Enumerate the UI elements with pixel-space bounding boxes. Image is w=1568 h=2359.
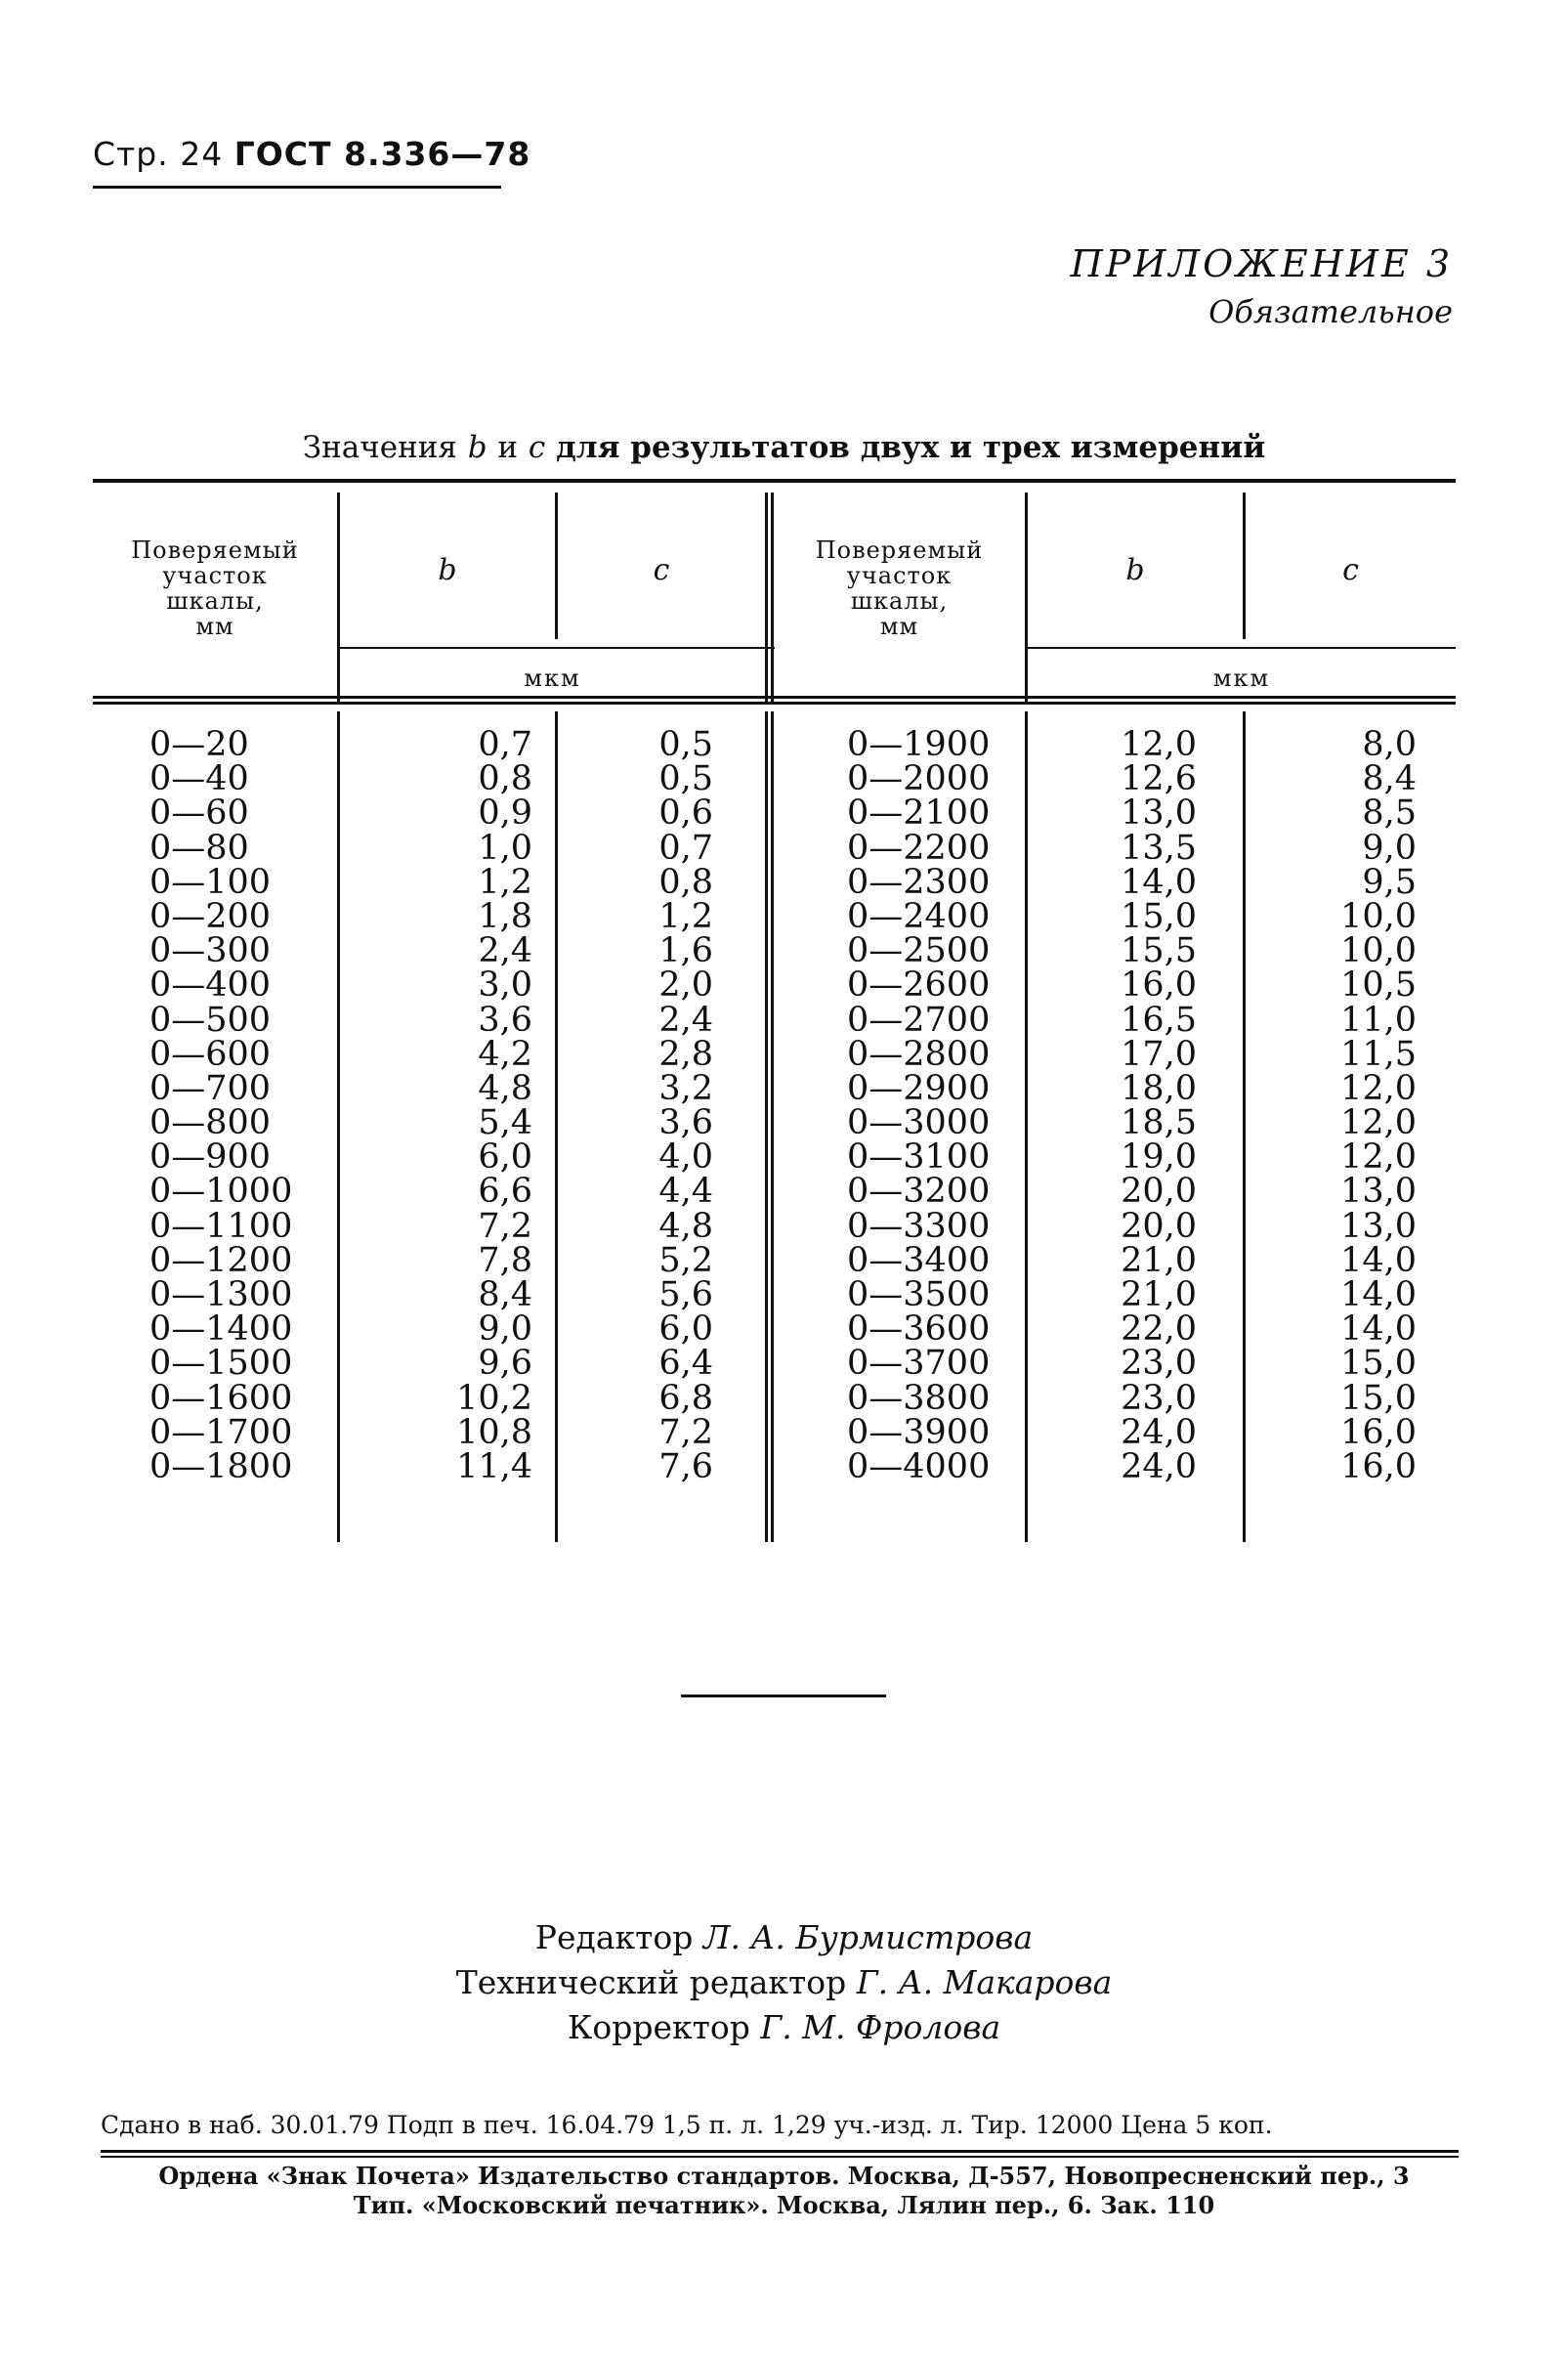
corrector-label: Корректор: [567, 2008, 750, 2046]
col-header-section-right: [774, 537, 1025, 639]
table-cell: 0—2700: [847, 1000, 991, 1040]
table-cell: 0—4000: [847, 1446, 991, 1486]
table-cell: 6,8: [658, 1378, 713, 1418]
table-cell: 0—3100: [847, 1137, 991, 1178]
table-cell: 0—1500: [149, 1344, 293, 1384]
table-cell: 24,0: [1121, 1412, 1197, 1452]
table-cell: 11,4: [456, 1446, 532, 1486]
table-cell: 0—700: [149, 1068, 272, 1108]
publisher-line1: Ордена «Знак Почета» Издательство стандартов. Москва, Д-557, Новопресненский пер., 3: [158, 2162, 1410, 2190]
table-cell: 0—60: [149, 793, 249, 834]
section-header-line3: шкалы,: [850, 587, 949, 615]
table-cell: 0—3000: [847, 1103, 991, 1143]
vline-1: [337, 711, 340, 1542]
editor-label: Редактор: [534, 1918, 694, 1956]
credit-editor: [0, 1915, 1568, 1960]
table-cell: 21,0: [1121, 1240, 1197, 1280]
table-cell: 5,6: [658, 1275, 713, 1314]
vline-3b: [771, 711, 774, 1542]
table-cell: 0,5: [658, 725, 713, 764]
table-cell: 9,6: [478, 1344, 532, 1384]
table-cell: 22,0: [1121, 1309, 1197, 1350]
header-rule-1: [93, 696, 1456, 699]
publisher-info: [0, 2162, 1568, 2220]
table-cell: 0—2300: [847, 862, 991, 902]
table-cell: 7,2: [478, 1206, 532, 1246]
column-right-c: [1294, 725, 1417, 1486]
table-cell: 3,6: [478, 1000, 532, 1040]
table-cell: 0—800: [149, 1103, 272, 1143]
tech-editor-label: Технический редактор: [455, 1963, 847, 2001]
section-header-line4: мм: [195, 613, 234, 640]
column-left-b: [415, 725, 532, 1486]
table-cell: 4,0: [658, 1137, 713, 1178]
table-cell: 0—3700: [847, 1344, 991, 1384]
table-cell: 7,8: [478, 1240, 532, 1280]
table-cell: 24,0: [1121, 1446, 1197, 1486]
table-cell: 7,6: [658, 1446, 713, 1486]
table-cell: 12,0: [1340, 1137, 1417, 1178]
column-right-sections: [847, 725, 991, 1486]
table-cell: 0—80: [149, 828, 249, 868]
col-header-c-left: c: [653, 553, 670, 587]
table-cell: 10,0: [1340, 931, 1417, 971]
table-cell: 15,0: [1340, 1344, 1417, 1384]
table-cell: 1,8: [478, 896, 532, 936]
table-cell: 1,2: [658, 896, 713, 936]
table-cell: 0—2900: [847, 1068, 991, 1108]
table-cell: 19,0: [1121, 1137, 1197, 1178]
table-cell: 16,0: [1340, 1446, 1417, 1486]
section-header-line4: мм: [879, 613, 919, 640]
table-cell: 0—3800: [847, 1378, 991, 1418]
table-cell: 2,8: [658, 1034, 713, 1074]
table-cell: 3,2: [658, 1068, 713, 1108]
column-right-b: [1080, 725, 1197, 1486]
table-cell: 12,0: [1121, 725, 1197, 764]
table-cell: 21,0: [1121, 1275, 1197, 1314]
table-cell: 1,2: [478, 862, 532, 902]
table-cell: 4,4: [658, 1172, 713, 1212]
table-cell: 9,0: [1362, 828, 1417, 868]
table-cell: 0—1400: [149, 1309, 293, 1350]
table-cell: 9,0: [478, 1309, 532, 1350]
appendix-title: ПРИЛОЖЕНИЕ 3: [1070, 242, 1453, 285]
table-cell: 0—1700: [149, 1412, 293, 1452]
caption-b: b: [467, 430, 487, 465]
col-header-b-left: b: [438, 553, 457, 587]
table-cell: 0,5: [658, 759, 713, 799]
column-left-sections: [149, 725, 293, 1486]
vline-3a: [765, 711, 768, 1542]
table-cell: 8,5: [1362, 793, 1417, 834]
table-cell: 0,8: [658, 862, 713, 902]
table-cell: 20,0: [1121, 1206, 1197, 1246]
table-cell: 0—3400: [847, 1240, 991, 1280]
table-cell: 0—2100: [847, 793, 991, 834]
credit-tech-editor: [0, 1960, 1568, 2005]
table-cell: 3,6: [658, 1103, 713, 1143]
table-cell: 0—1100: [149, 1206, 293, 1246]
credit-corrector: [0, 2005, 1568, 2050]
table-cell: 0—500: [149, 1000, 272, 1040]
table-cell: 10,0: [1340, 896, 1417, 936]
table-cell: 14,0: [1121, 862, 1197, 902]
table-cell: 4,2: [478, 1034, 532, 1074]
table-cell: 8,0: [1362, 725, 1417, 764]
table-cell: 11,5: [1340, 1034, 1417, 1074]
table-cell: 0—3600: [847, 1309, 991, 1350]
table-cell: 10,2: [456, 1378, 532, 1418]
table-cell: 0—900: [149, 1137, 272, 1178]
table-cell: 12,0: [1340, 1103, 1417, 1143]
table-cell: 2,4: [478, 931, 532, 971]
caption-c: c: [528, 430, 546, 465]
vline-3a-header: [765, 493, 768, 704]
table-cell: 0—2600: [847, 965, 991, 1006]
table-cell: 0,6: [658, 793, 713, 834]
section-header-line1: Поверяемый: [131, 536, 299, 564]
header-underline: [93, 186, 501, 189]
table-cell: 0—400: [149, 965, 272, 1006]
table-cell: 7,2: [658, 1412, 713, 1452]
caption-and: и: [497, 430, 519, 465]
section-header-line3: шкалы,: [166, 587, 264, 615]
table-cell: 16,0: [1121, 965, 1197, 1006]
table-cell: 0—20: [149, 725, 249, 764]
table-cell: 9,5: [1362, 862, 1417, 902]
table-cell: 3,0: [478, 965, 532, 1006]
table-cell: 0—2400: [847, 896, 991, 936]
page-number: Стр. 24: [93, 135, 224, 173]
table-cell: 13,0: [1340, 1206, 1417, 1246]
table-cell: 0—2800: [847, 1034, 991, 1074]
table-cell: 15,0: [1121, 896, 1197, 936]
table-cell: 5,4: [478, 1103, 532, 1143]
values-table: [93, 479, 1456, 1534]
units-rule-right: [1028, 647, 1456, 649]
table-cell: 6,6: [478, 1172, 532, 1212]
imprint-rule-2: [101, 2156, 1459, 2158]
table-cell: 1,0: [478, 828, 532, 868]
table-cell: 23,0: [1121, 1378, 1197, 1418]
table-cell: 0,8: [478, 759, 532, 799]
table-cell: 0—3500: [847, 1275, 991, 1314]
unit-right: мкм: [1212, 665, 1271, 692]
table-cell: 17,0: [1121, 1034, 1197, 1074]
table-cell: 0—1900: [847, 725, 991, 764]
table-cell: 0—1200: [149, 1240, 293, 1280]
caption-part2: для результатов двух и трех измерений: [556, 430, 1266, 465]
table-cell: 15,5: [1121, 931, 1197, 971]
table-cell: 13,0: [1121, 793, 1197, 834]
table-cell: 12,0: [1340, 1068, 1417, 1108]
table-cell: 0,7: [478, 725, 532, 764]
table-cell: 10,8: [456, 1412, 532, 1452]
table-cell: 12,6: [1121, 759, 1197, 799]
vline-2: [555, 711, 558, 1542]
table-cell: 10,5: [1340, 965, 1417, 1006]
publisher-line2: Тип. «Московский печатник». Москва, Лялин пер., 6. Зак. 110: [353, 2191, 1215, 2219]
vline-4: [1025, 711, 1028, 1542]
table-cell: 2,4: [658, 1000, 713, 1040]
section-header-line1: Поверяемый: [815, 536, 984, 564]
gost-number: ГОСТ 8.336—78: [233, 135, 531, 173]
appendix-status: Обязательное: [1208, 293, 1453, 330]
table-top-rule: [93, 479, 1456, 483]
table-cell: 0—3900: [847, 1412, 991, 1452]
table-cell: 6,0: [658, 1309, 713, 1350]
corrector-name: Г. М. Фролова: [760, 2008, 1001, 2046]
table-cell: 0—3300: [847, 1206, 991, 1246]
table-cell: 0—200: [149, 896, 272, 936]
col-header-b-right: b: [1125, 553, 1145, 587]
table-cell: 13,0: [1340, 1172, 1417, 1212]
table-cell: 4,8: [478, 1068, 532, 1108]
table-cell: 5,2: [658, 1240, 713, 1280]
column-left-c: [601, 725, 713, 1486]
table-cell: 8,4: [478, 1275, 532, 1314]
vline-5: [1243, 711, 1246, 1542]
section-header-line2: участок: [162, 562, 268, 589]
table-cell: 0—2500: [847, 931, 991, 971]
table-cell: 0—600: [149, 1034, 272, 1074]
header-rule-2: [93, 702, 1456, 705]
table-cell: 0—3200: [847, 1172, 991, 1212]
table-cell: 0—2200: [847, 828, 991, 868]
table-cell: 18,5: [1121, 1103, 1197, 1143]
table-cell: 14,0: [1340, 1240, 1417, 1280]
table-cell: 0,9: [478, 793, 532, 834]
table-cell: 14,0: [1340, 1275, 1417, 1314]
table-cell: 23,0: [1121, 1344, 1197, 1384]
appendix-heading: [1071, 242, 1453, 330]
table-cell: 0—300: [149, 931, 272, 971]
table-cell: 1,6: [658, 931, 713, 971]
table-cell: 0—1300: [149, 1275, 293, 1314]
table-cell: 14,0: [1340, 1309, 1417, 1350]
page-header: [93, 135, 530, 173]
tech-editor-name: Г. А. Макарова: [856, 1963, 1113, 2001]
table-cell: 16,5: [1121, 1000, 1197, 1040]
units-rule-left: [340, 647, 775, 649]
table-caption: [0, 430, 1568, 465]
table-cell: 0—100: [149, 862, 272, 902]
table-cell: 16,0: [1340, 1412, 1417, 1452]
imprint-rule-1: [101, 2150, 1459, 2153]
table-cell: 15,0: [1340, 1378, 1417, 1418]
col-header-section-left: [93, 537, 337, 639]
table-cell: 0—2000: [847, 759, 991, 799]
col-header-c-right: c: [1342, 553, 1359, 587]
table-cell: 0—1000: [149, 1172, 293, 1212]
editor-name: Л. А. Бурмистрова: [702, 1918, 1034, 1956]
table-cell: 2,0: [658, 965, 713, 1006]
table-cell: 6,4: [658, 1344, 713, 1384]
table-cell: 6,0: [478, 1137, 532, 1178]
table-cell: 0—1800: [149, 1446, 293, 1486]
table-cell: 0,7: [658, 828, 713, 868]
table-cell: 20,0: [1121, 1172, 1197, 1212]
table-cell: 13,5: [1121, 828, 1197, 868]
caption-part1: Значения: [302, 430, 457, 465]
table-cell: 11,0: [1340, 1000, 1417, 1040]
table-cell: 0—40: [149, 759, 249, 799]
credits: [0, 1915, 1568, 2050]
table-cell: 8,4: [1362, 759, 1417, 799]
table-cell: 4,8: [658, 1206, 713, 1246]
separator-line: [681, 1694, 886, 1697]
table-cell: 0—1600: [149, 1378, 293, 1418]
imprint-line: Сдано в наб. 30.01.79 Подп в печ. 16.04.79 1,5 п. л. 1,29 уч.-изд. л. Тир. 12000 Цена 5 коп.: [101, 2111, 1273, 2139]
unit-left: мкм: [524, 665, 581, 692]
section-header-line2: участок: [846, 562, 953, 589]
table-cell: 18,0: [1121, 1068, 1197, 1108]
